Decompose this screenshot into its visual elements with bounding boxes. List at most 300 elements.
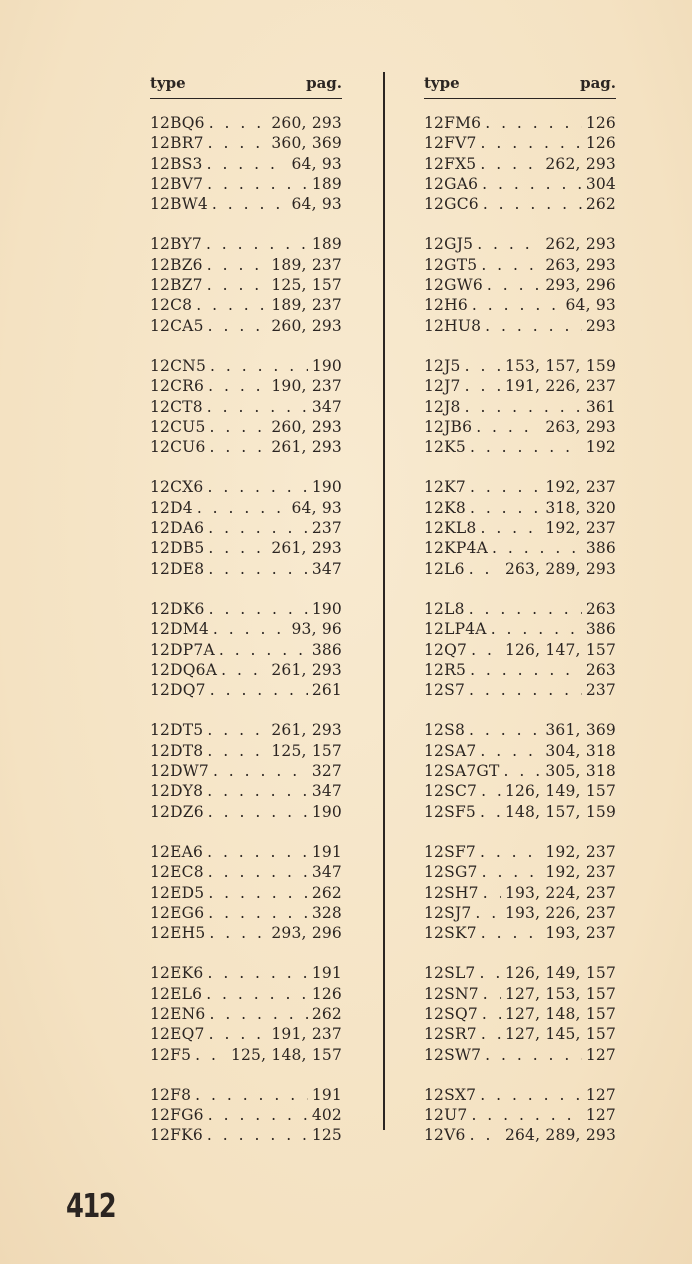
page-refs: 305, 318 (545, 762, 616, 781)
leader-dots (481, 923, 542, 943)
page-refs: 293 (585, 316, 616, 335)
page-refs: 192, 237 (545, 519, 616, 538)
leader-dots (477, 234, 541, 254)
tube-entry (150, 194, 342, 214)
page-refs: 318, 320 (545, 498, 616, 517)
tube-entry (424, 133, 616, 153)
page-refs: 192, 237 (545, 478, 616, 497)
tube-type: 12KP4A (424, 539, 488, 558)
leader-dots (504, 761, 542, 781)
page-refs: 126 (585, 134, 616, 153)
page-refs: 261, 293 (271, 438, 342, 457)
tube-entry (150, 741, 342, 761)
page-refs: 328 (311, 903, 342, 922)
page-refs: 189 (311, 174, 342, 193)
tube-type: 12FV7 (424, 134, 477, 153)
leader-dots (210, 437, 268, 457)
tube-entry (150, 984, 342, 1004)
entry-group (424, 234, 616, 335)
page-refs: 190 (311, 356, 342, 375)
tube-type: 12SA7 (424, 741, 477, 760)
tube-type: 12DP7A (150, 640, 215, 659)
page-refs: 125, 157 (271, 741, 342, 760)
tube-entry (424, 397, 616, 417)
leader-dots (209, 599, 308, 619)
page-refs: 64, 93 (291, 498, 342, 517)
page-refs: 347 (311, 397, 342, 416)
tube-type: 12JB6 (424, 417, 473, 436)
leader-dots (197, 498, 288, 518)
leader-dots (219, 640, 308, 660)
page-refs: 361, 369 (545, 721, 616, 740)
pag-header: pag. (306, 74, 342, 92)
tube-type: 12DY8 (150, 782, 204, 801)
tube-entry (150, 903, 342, 923)
tube-entry (150, 397, 342, 417)
entry-group (150, 720, 342, 821)
page-refs: 293, 296 (271, 924, 342, 943)
leader-dots (208, 538, 267, 558)
entry-group (424, 963, 616, 1064)
leader-dots (209, 1024, 268, 1044)
leader-dots (485, 1045, 582, 1065)
tube-entry (424, 761, 616, 781)
tube-type: 12CX6 (150, 478, 204, 497)
tube-entry (424, 1105, 616, 1125)
tube-entry (150, 781, 342, 801)
tube-type: 12SL7 (424, 964, 476, 983)
tube-type: 12CN5 (150, 356, 207, 375)
tube-type: 12FG6 (150, 1106, 204, 1125)
tube-entry (150, 599, 342, 619)
tube-entry (150, 923, 342, 943)
leader-dots (465, 356, 501, 376)
pag-header: pag. (580, 74, 616, 92)
tube-type: 12BV7 (150, 174, 204, 193)
leader-dots (208, 316, 268, 336)
leader-dots (213, 619, 288, 639)
page-refs: 126, 147, 157 (504, 640, 616, 659)
leader-dots (195, 1085, 308, 1105)
tube-type: 12SC7 (424, 782, 478, 801)
leader-dots (471, 1105, 581, 1125)
tube-type: 12KL8 (424, 519, 477, 538)
leader-dots (210, 680, 308, 700)
page-refs: 125, 157 (271, 276, 342, 295)
tube-type: 12DQ6A (150, 660, 218, 679)
tube-entry (150, 1125, 342, 1145)
entry-group (424, 1085, 616, 1146)
tube-entry (424, 498, 616, 518)
page-refs: 193, 237 (545, 924, 616, 943)
tube-type: 12EG6 (150, 903, 205, 922)
page-refs: 361 (585, 397, 616, 416)
tube-entry (424, 538, 616, 558)
leader-dots (208, 1105, 308, 1125)
leader-dots (208, 133, 268, 153)
tube-entry (150, 275, 342, 295)
tube-entry (150, 1105, 342, 1125)
page-refs: 191, 226, 237 (504, 377, 616, 396)
page-refs: 126, 149, 157 (504, 964, 616, 983)
tube-entry (424, 113, 616, 133)
tube-entry (424, 963, 616, 983)
tube-type: 12S7 (424, 681, 466, 700)
tube-entry (424, 518, 616, 538)
page-refs: 125 (311, 1126, 342, 1145)
leader-dots (480, 963, 501, 983)
tube-type: 12BZ7 (150, 276, 203, 295)
tube-type: 12F8 (150, 1085, 192, 1104)
tube-entry (150, 498, 342, 518)
leader-dots (207, 963, 307, 983)
leader-dots (207, 154, 288, 174)
tube-type: 12SF5 (424, 802, 476, 821)
tube-type: 12L6 (424, 559, 465, 578)
page-refs: 125, 148, 157 (230, 1045, 342, 1064)
tube-entry (150, 417, 342, 437)
left-entries (150, 113, 342, 1146)
tube-entry (424, 599, 616, 619)
tube-entry (150, 862, 342, 882)
leader-dots (469, 559, 501, 579)
page-refs: 190 (311, 478, 342, 497)
page-refs: 127, 145, 157 (504, 1025, 616, 1044)
tube-type: 12SK7 (424, 924, 477, 943)
leader-dots (482, 1004, 501, 1024)
tube-type: 12DM4 (150, 620, 209, 639)
leader-dots (196, 295, 267, 315)
page-refs: 64, 93 (291, 195, 342, 214)
tube-entry (150, 720, 342, 740)
leader-dots (470, 437, 582, 457)
leader-dots (469, 680, 582, 700)
page-refs: 237 (585, 681, 616, 700)
entry-group (150, 113, 342, 214)
tube-type: 12SF7 (424, 842, 476, 861)
leader-dots (480, 802, 501, 822)
entry-group (150, 842, 342, 943)
tube-entry (424, 923, 616, 943)
leader-dots (470, 498, 541, 518)
type-header: type (150, 74, 186, 92)
leader-dots (465, 397, 582, 417)
tube-type: 12DT8 (150, 741, 204, 760)
tube-type: 12DZ6 (150, 802, 204, 821)
tube-type: 12FK6 (150, 1126, 203, 1145)
page-refs: 148, 157, 159 (504, 802, 616, 821)
tube-type: 12HU8 (424, 316, 482, 335)
page-refs: 127 (585, 1045, 616, 1064)
leader-dots (208, 559, 307, 579)
leader-dots (208, 518, 308, 538)
page-refs: 189 (311, 235, 342, 254)
tube-entry (150, 1024, 342, 1044)
right-column-header (424, 70, 616, 99)
entry-group (424, 720, 616, 821)
leader-dots (207, 720, 267, 740)
tube-type: 12DB5 (150, 539, 205, 558)
page-refs: 263 (585, 660, 616, 679)
leader-dots (469, 599, 582, 619)
tube-entry (424, 417, 616, 437)
tube-entry (424, 1004, 616, 1024)
tube-entry (424, 680, 616, 700)
leader-dots (491, 619, 582, 639)
tube-type: 12V6 (424, 1126, 466, 1145)
tube-entry (150, 437, 342, 457)
tube-entry (150, 538, 342, 558)
tube-entry (150, 680, 342, 700)
tube-entry (150, 559, 342, 579)
tube-entry (424, 356, 616, 376)
page-refs: 260, 293 (271, 316, 342, 335)
page-refs: 193, 224, 237 (504, 883, 616, 902)
page-refs: 126, 149, 157 (504, 782, 616, 801)
leader-dots (207, 275, 268, 295)
tube-entry (424, 477, 616, 497)
leader-dots (207, 174, 308, 194)
page-number: 412 (66, 1186, 116, 1225)
leader-dots (207, 255, 268, 275)
page-refs: 347 (311, 863, 342, 882)
page-refs: 304 (585, 174, 616, 193)
page-refs: 191, 237 (271, 1025, 342, 1044)
leader-dots (213, 761, 308, 781)
tube-type: 12SA7GT (424, 762, 500, 781)
tube-entry (424, 1125, 616, 1145)
page-refs: 190 (311, 802, 342, 821)
tube-type: 12GW6 (424, 276, 483, 295)
tube-entry (150, 174, 342, 194)
tube-type: 12SG7 (424, 863, 478, 882)
tube-type: 12K7 (424, 478, 466, 497)
tube-entry (424, 640, 616, 660)
leader-dots (481, 133, 582, 153)
leader-dots (471, 640, 501, 660)
leader-dots (210, 356, 308, 376)
tube-type: 12FX5 (424, 154, 477, 173)
leader-dots (208, 862, 308, 882)
leader-dots (207, 842, 308, 862)
tube-type: 12CU5 (150, 417, 206, 436)
tube-type: 12CR6 (150, 377, 205, 396)
tube-type: 12BY7 (150, 235, 202, 254)
tube-entry (424, 437, 616, 457)
page-refs: 263 (585, 599, 616, 618)
tube-type: 12EL6 (150, 984, 203, 1003)
page-refs: 263, 293 (545, 255, 616, 274)
tube-entry (424, 376, 616, 396)
entry-group (150, 234, 342, 335)
tube-type: 12EA6 (150, 842, 204, 861)
tube-type: 12ED5 (150, 883, 205, 902)
page-refs: 386 (585, 539, 616, 558)
tube-entry (424, 660, 616, 680)
tube-type: 12BZ6 (150, 255, 203, 274)
leader-dots (208, 376, 267, 396)
tube-entry (150, 1004, 342, 1024)
page-refs: 261, 293 (271, 721, 342, 740)
page-refs: 193, 226, 237 (504, 903, 616, 922)
page-refs: 126 (311, 984, 342, 1003)
leader-dots (482, 174, 582, 194)
tube-entry (424, 316, 616, 336)
page-refs: 126 (585, 114, 616, 132)
tube-type: 12DT5 (150, 721, 204, 740)
tube-type: 12GT5 (424, 255, 478, 274)
tube-entry (424, 275, 616, 295)
leader-dots (485, 316, 582, 336)
page-refs: 262 (585, 195, 616, 214)
tube-entry (424, 194, 616, 214)
leader-dots (208, 883, 307, 903)
leader-dots (480, 842, 541, 862)
left-column (150, 70, 342, 1166)
tube-entry (150, 1045, 342, 1065)
right-column (424, 70, 616, 1166)
tube-type: 12H6 (424, 296, 468, 315)
tube-entry (150, 842, 342, 862)
page-refs: 386 (585, 620, 616, 639)
tube-type: 12GC6 (424, 195, 479, 214)
page-refs: 190, 237 (271, 377, 342, 396)
tube-entry (424, 883, 616, 903)
tube-entry (424, 174, 616, 194)
tube-entry (424, 720, 616, 740)
tube-type: 12SW7 (424, 1045, 482, 1064)
leader-dots (480, 518, 541, 538)
leader-dots (208, 802, 308, 822)
leader-dots (482, 862, 542, 882)
leader-dots (207, 477, 307, 497)
right-entries (424, 113, 616, 1146)
tube-type: 12SR7 (424, 1025, 477, 1044)
tube-entry (150, 113, 342, 133)
page-refs: 262 (311, 1004, 342, 1023)
page-refs: 64, 93 (565, 296, 616, 315)
tube-type: 12SH7 (424, 883, 479, 902)
page-refs: 261 (311, 681, 342, 700)
page-refs: 262, 293 (545, 154, 616, 173)
leader-dots (465, 376, 501, 396)
page-refs: 191 (311, 964, 342, 983)
page-refs: 260, 293 (271, 114, 342, 132)
leader-dots (207, 397, 308, 417)
tube-type: 12K8 (424, 498, 466, 517)
entry-group (150, 356, 342, 457)
tube-type: 12BS3 (150, 154, 203, 173)
page-refs: 347 (311, 782, 342, 801)
tube-type: 12SX7 (424, 1085, 477, 1104)
leader-dots (480, 741, 541, 761)
tube-entry (424, 295, 616, 315)
page-refs: 327 (311, 762, 342, 781)
leader-dots (206, 984, 308, 1004)
tube-type: 12LP4A (424, 620, 487, 639)
page-refs: 386 (311, 640, 342, 659)
page-refs: 261, 293 (271, 539, 342, 558)
tube-entry (150, 802, 342, 822)
page-refs: 127 (585, 1085, 616, 1104)
entry-group (150, 599, 342, 700)
tube-type: 12EC8 (150, 863, 204, 882)
page-refs: 263, 293 (545, 417, 616, 436)
leader-dots (483, 883, 501, 903)
tube-entry (150, 316, 342, 336)
tube-type: 12L8 (424, 599, 465, 618)
tube-type: 12J5 (424, 356, 461, 375)
left-column-header (150, 70, 342, 99)
tube-entry (150, 234, 342, 254)
tube-entry (424, 802, 616, 822)
leader-dots (206, 234, 308, 254)
leader-dots (480, 1085, 582, 1105)
leader-dots (481, 1024, 501, 1044)
tube-entry (424, 234, 616, 254)
tube-entry (150, 963, 342, 983)
tube-entry (424, 1045, 616, 1065)
tube-type: 12DE8 (150, 559, 205, 578)
page-refs: 402 (311, 1106, 342, 1125)
leader-dots (487, 275, 541, 295)
tube-entry (424, 862, 616, 882)
leader-dots (210, 417, 268, 437)
leader-dots (470, 1125, 501, 1145)
leader-dots (209, 113, 268, 133)
page-refs: 192 (585, 438, 616, 457)
leader-dots (480, 154, 541, 174)
tube-type: 12DW7 (150, 762, 209, 781)
tube-type: 12BW4 (150, 195, 208, 214)
tube-type: 12EH5 (150, 924, 206, 943)
tube-type: 12F5 (150, 1045, 192, 1064)
tube-entry (150, 154, 342, 174)
tube-type: 12EN6 (150, 1004, 206, 1023)
tube-type: 12U7 (424, 1106, 468, 1125)
tube-entry (150, 133, 342, 153)
page-refs: 304, 318 (545, 741, 616, 760)
page-refs: 347 (311, 559, 342, 578)
tube-entry (150, 619, 342, 639)
leader-dots (207, 781, 308, 801)
page-refs: 192, 237 (545, 863, 616, 882)
tube-type: 12GA6 (424, 174, 479, 193)
tube-type: 12FM6 (424, 114, 482, 132)
tube-type: 12DQ7 (150, 681, 206, 700)
tube-type: 12J8 (424, 397, 461, 416)
page-refs: 189, 237 (271, 296, 342, 315)
entry-group (424, 599, 616, 700)
page-refs: 189, 237 (271, 255, 342, 274)
page-refs: 237 (311, 519, 342, 538)
tube-type: 12D4 (150, 498, 193, 517)
tube-type: 12DA6 (150, 519, 205, 538)
tube-type: 12J7 (424, 377, 461, 396)
tube-entry (424, 781, 616, 801)
tube-entry (424, 619, 616, 639)
leader-dots (221, 660, 267, 680)
tube-type: 12CT8 (150, 397, 203, 416)
tube-entry (150, 660, 342, 680)
page-refs: 127 (585, 1106, 616, 1125)
tube-type: 12SN7 (424, 984, 479, 1003)
type-header: type (424, 74, 460, 92)
page-refs: 93, 96 (291, 620, 342, 639)
entry-group (150, 477, 342, 578)
tube-type: 12EK6 (150, 964, 204, 983)
leader-dots (492, 538, 582, 558)
